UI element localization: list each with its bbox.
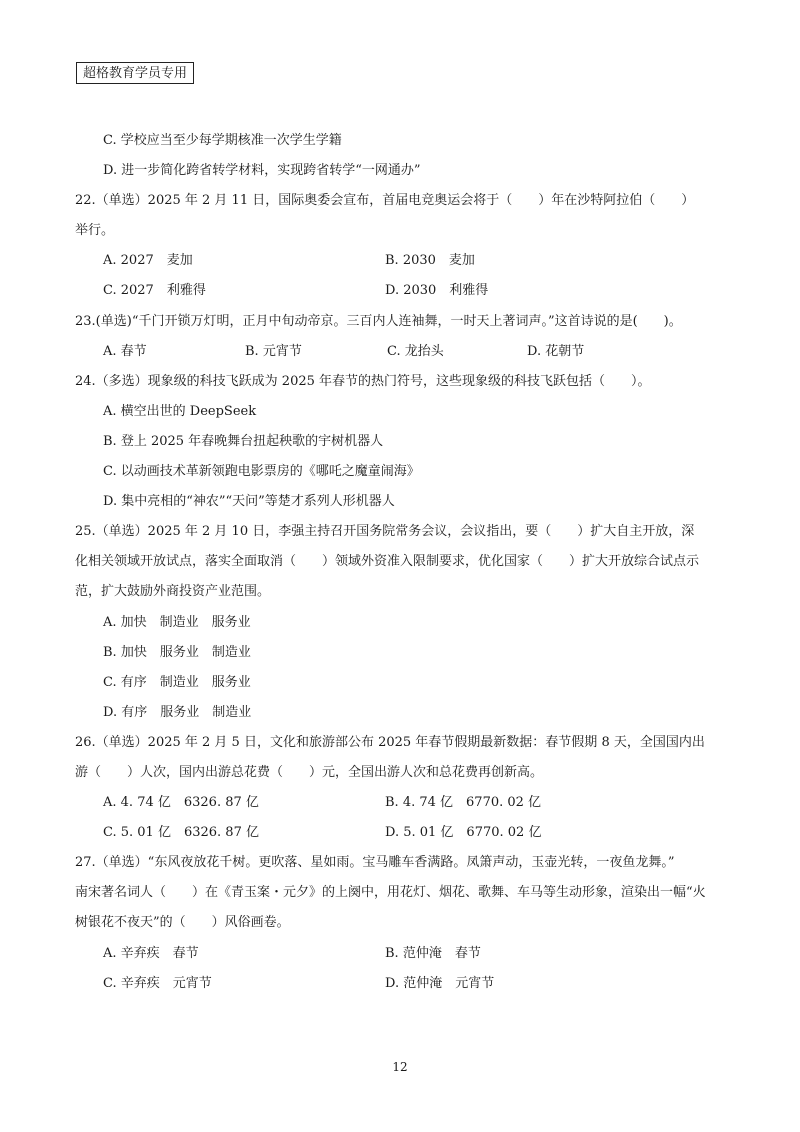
question-27-options-row1 — [103, 939, 733, 969]
question-22-options-row1 — [103, 246, 733, 276]
question-23-options — [103, 337, 733, 367]
option-b: B. 范仲淹 春节 — [385, 945, 481, 961]
option-d: D. 有序 服务业 制造业 — [103, 704, 252, 720]
option-b: B. 加快 服务业 制造业 — [103, 644, 251, 660]
question-26-text-cont: 游（ ）人次，国内出游总花费（ ）元，全国出游人次和总花费再创新高。 — [75, 764, 544, 780]
option-b: B. 登上 2025 年春晚舞台扭起秧歌的宇树机器人 — [103, 433, 384, 449]
option-line: C. 学校应当至少每学期核准一次学生学籍 — [103, 133, 342, 148]
option-line: D. 进一步简化跨省转学材料，实现跨省转学“一网通办” — [103, 163, 421, 179]
header-label-box — [76, 62, 194, 84]
question-25-text-cont: 范，扩大鼓励外商投资产业范围。 — [75, 584, 271, 600]
option-c: C. 2027 利雅得 — [103, 283, 206, 299]
option-c: C. 龙抬头 — [387, 343, 444, 359]
option-d: D. 花朝节 — [527, 343, 585, 359]
question-25-text: 25.（单选）2025 年 2 月 10 日，李强主持召开国务院常务会议，会议指出，要（ ）扩大自主开放，深 — [75, 524, 695, 540]
option-c: C. 5. 01 亿 6326. 87 亿 — [103, 825, 259, 841]
option-a: A. 春节 — [103, 343, 147, 359]
header-label: 超格教育学员专用 — [83, 66, 188, 81]
option-c: C. 以动画技术革新领跑电影票房的《哪吒之魔童闹海》 — [103, 464, 420, 480]
option-d: D. 范仲淹 元宵节 — [385, 975, 495, 991]
option-a: A. 2027 麦加 — [103, 253, 193, 269]
question-26-options-row2 — [103, 818, 733, 848]
question-27-text-cont: 南宋著名词人（ ）在《青玉案・元夕》的上阕中，用花灯、烟花、歌舞、车马等生动形象，渲染出一幅“火 — [75, 885, 706, 901]
option-b: B. 4. 74 亿 6770. 02 亿 — [385, 795, 542, 811]
option-d: D. 5. 01 亿 6770. 02 亿 — [385, 825, 542, 841]
question-content — [75, 126, 733, 999]
question-24-text: 24.（多选）现象级的科技飞跃成为 2025 年春节的热门符号，这些现象级的科技飞跃包括（ ）。 — [75, 373, 651, 389]
option-c: C. 有序 制造业 服务业 — [103, 674, 251, 690]
option-a: A. 4. 74 亿 6326. 87 亿 — [103, 795, 259, 811]
question-26-options-row1 — [103, 788, 733, 818]
question-22-options-row2 — [103, 276, 733, 306]
question-27-text-cont: 树银花不夜天”的（ ）风俗画卷。 — [75, 915, 290, 931]
question-23-text: 23.(单选)“千门开锁万灯明，正月中旬动帝京。三百内人连袖舞，一时天上著词声。”这首诗说的是( )。 — [75, 313, 682, 329]
question-22-text-cont: 举行。 — [75, 223, 115, 239]
question-27-text: 27.（单选）“东风夜放花千树。更吹落、星如雨。宝马雕车香满路。凤箫声动，玉壶光转，一夜鱼龙舞。” — [75, 855, 675, 871]
question-25-text-cont: 化相关领域开放试点，落实全面取消（ ）领域外资准入限制要求，优化国家（ ）扩大开放综合试点示 — [75, 554, 700, 570]
option-c: C. 辛弃疾 元宵节 — [103, 975, 212, 991]
option-d: D. 2030 利雅得 — [385, 283, 489, 299]
question-22-text: 22.（单选）2025 年 2 月 11 日，国际奥委会宣布，首届电竞奥运会将于（ ）年在沙特阿拉伯（ ） — [75, 193, 695, 209]
option-a: A. 横空出世的 DeepSeek — [103, 403, 257, 419]
option-a: A. 加快 制造业 服务业 — [103, 614, 251, 630]
question-26-text: 26.（单选）2025 年 2 月 5 日，文化和旅游部公布 2025 年春节假期最新数据：春节假期 8 天，全国国内出 — [75, 734, 705, 750]
page-number: 12 — [392, 1060, 408, 1074]
question-27-options-row2 — [103, 969, 733, 999]
option-b: B. 2030 麦加 — [385, 253, 475, 269]
option-a: A. 辛弃疾 春节 — [103, 945, 199, 961]
option-d: D. 集中亮相的“神农”“天问”等楚才系列人形机器人 — [103, 494, 395, 510]
option-b: B. 元宵节 — [245, 343, 302, 359]
